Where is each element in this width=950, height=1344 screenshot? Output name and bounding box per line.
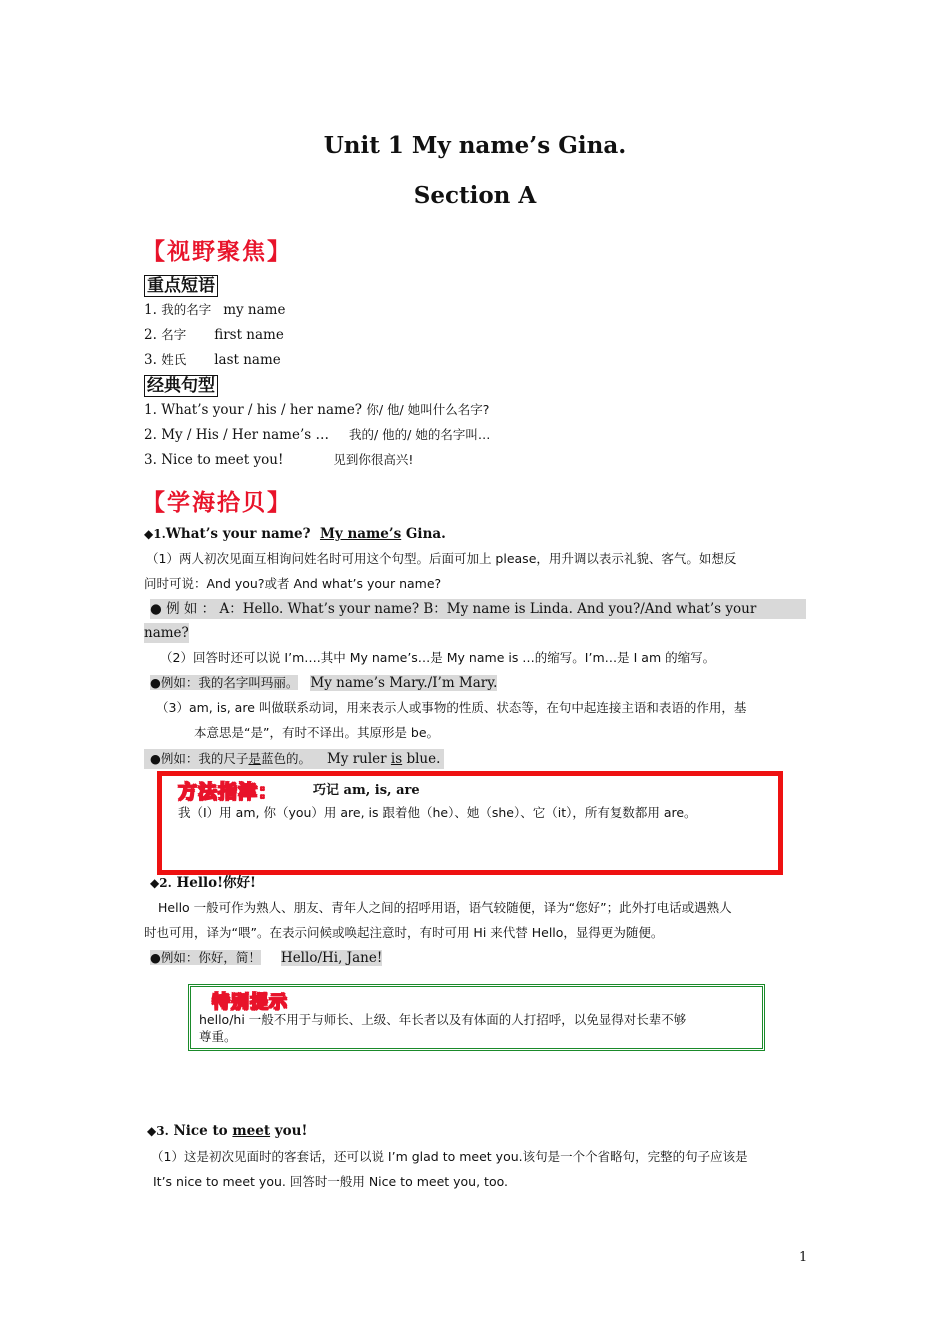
point-1-para-1b: 问时可说：And you?或者 And what’s your name? xyxy=(144,576,442,591)
sentence-item: 1. What’s your / his / her name? 你/ 他/ 她叫什么名字? xyxy=(144,402,490,418)
heading-study-notes: 【学海拾贝】 xyxy=(142,490,292,516)
method-tip-title: 巧记 am, is, are xyxy=(313,783,420,798)
point-2-para-a: Hello 一般可作为熟人、朋友、青年人之间的招呼用语，语气较随便，译为“您好”；此外打电话或遇熟人 xyxy=(158,900,732,915)
sentence-item: 2. My / His / Her name’s … 我的/ 他的/ 她的名字叫… xyxy=(144,427,491,443)
phrase-item: 1. 我的名字 my name xyxy=(144,302,286,318)
point-2-example: ●例如：你好，简！ Hello/Hi, Jane! xyxy=(150,950,383,966)
special-tip-stamp: 特别提示 xyxy=(212,992,288,1013)
method-tip-stamp: 方法指津： xyxy=(178,781,279,803)
point-3-para-a: （1）这是初次见面时的客套话，还可以说 I’m glad to meet you.该句是一个个省略句，完整的句子应该是 xyxy=(151,1149,748,1164)
point-1-example-2: ●例如：我的名字叫玛丽。 My name’s Mary./I’m Mary. xyxy=(150,675,498,691)
point-1-example-1b: name? xyxy=(144,625,189,641)
point-1-para-3b: 本意思是“是”，有时不译出。其原形是 be。 xyxy=(194,725,440,740)
point-1-para-3a: （3）am, is, are 叫做联系动词，用来表示人或事物的性质、状态等，在句中起连接主语和表语的作用，基 xyxy=(156,700,747,715)
sentence-item: 3. Nice to meet you! 见到你很高兴! xyxy=(144,452,414,468)
page-number: 1 xyxy=(799,1250,808,1265)
point-1-example-1a: ● 例 如 ： A：Hello. What’s your name? B：My name is Linda. And you?/And what’s your xyxy=(150,599,806,619)
special-tip-text-a: hello/hi 一般不用于与师长、上级、年长者以及有体面的人打招呼，以免显得对长辈不够 xyxy=(199,1012,687,1027)
unit-title: Unit 1 My name’s Gina. xyxy=(323,132,627,159)
special-tip-text-b: 尊重。 xyxy=(199,1029,237,1044)
point-1-heading: ◆1.What’s your name? My name’s Gina. xyxy=(144,526,446,542)
point-2-heading: ◆2. Hello!你好! xyxy=(150,875,256,891)
phrase-item: 2. 名字 first name xyxy=(144,327,284,343)
method-tip-text: 我（I）用 am, 你（you）用 are, is 跟着他（he）、她（she）、它（it），所有复数都用 are。 xyxy=(178,805,697,820)
sentence-patterns-label: 经典句型 xyxy=(144,375,218,397)
point-1-para-1a: （1）两人初次见面互相询问姓名时可用这个句型。后面可加上 please，用升调以表示礼貌、客气。如想反 xyxy=(146,551,737,566)
heading-vision-focus: 【视野聚焦】 xyxy=(142,239,292,265)
point-3-heading: ◆3. Nice to meet you! xyxy=(147,1123,308,1139)
section-title: Section A xyxy=(413,182,537,209)
point-3-para-b: It’s nice to meet you. 回答时一般用 Nice to meet you, too. xyxy=(153,1174,508,1189)
point-2-para-b: 时也可用，译为“喂”。在表示问候或唤起注意时，有时可用 Hi 来代替 Hello，显得更为随便。 xyxy=(144,925,664,940)
phrase-item: 3. 姓氏 last name xyxy=(144,352,281,368)
point-1-para-2: （2）回答时还可以说 I’m….其中 My name’s…是 My name is …的缩写。I’m…是 I am 的缩写。 xyxy=(160,650,716,665)
point-1-example-3: ●例如：我的尺子是蓝色的。 My ruler is blue. xyxy=(144,749,444,769)
key-phrases-label: 重点短语 xyxy=(144,275,218,297)
